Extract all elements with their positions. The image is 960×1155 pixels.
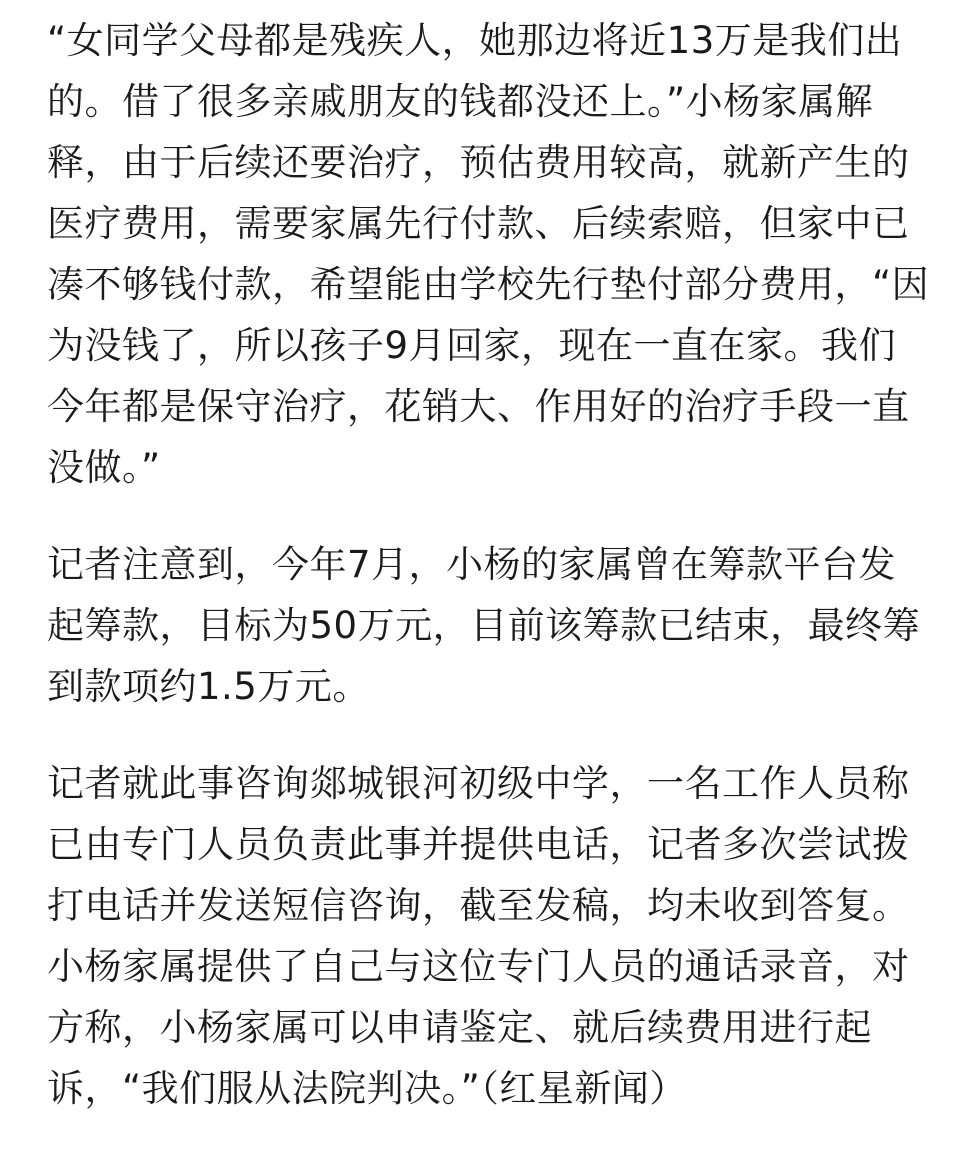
text-line: 今年都是保守治疗，花销大、作用好的治疗手段一直 [47, 385, 910, 428]
text-line: 医疗费用，需要家属先行付款、后续索赔，但家中已 [47, 202, 910, 245]
text-line: “女同学父母都是残疾人，她那边将近13万是我们出 [47, 19, 903, 62]
text-line: 诉，“我们服从法院判决。”（红星新闻） [47, 1067, 687, 1110]
text-line: 打电话并发送短信咨询，截至发稿，均未收到答复。 [47, 884, 910, 927]
text-line: 没做。” [47, 446, 161, 489]
text-line: 已由专门人员负责此事并提供电话，记者多次尝试拨 [47, 823, 910, 866]
text-line: 为没钱了，所以孩子9月回家，现在一直在家。我们 [47, 324, 897, 367]
text-line: 记者就此事咨询郯城银河初级中学，一名工作人员称 [47, 762, 910, 805]
text-line: 释，由于后续还要治疗，预估费用较高，就新产生的 [47, 141, 910, 184]
text-line: 方称，小杨家属可以申请鉴定、就后续费用进行起 [47, 1006, 872, 1049]
text-line: 到款项约1.5万元。 [47, 665, 370, 708]
text-line: 的。借了很多亲戚朋友的钱都没还上。”小杨家属解 [47, 80, 874, 123]
text-line: 凑不够钱付款，希望能由学校先行垫付部分费用，“因 [47, 263, 930, 306]
paragraph-2 [47, 534, 927, 717]
text-line: 起筹款，目标为50万元，目前该筹款已结束，最终筹 [47, 604, 921, 647]
paragraph-1 [47, 10, 930, 498]
text-line: 记者注意到，今年7月，小杨的家属曾在筹款平台发 [47, 543, 897, 586]
text-line: 小杨家属提供了自己与这位专门人员的通话录音，对 [47, 945, 910, 988]
article-body [47, 10, 930, 1155]
paragraph-3 [47, 753, 927, 1119]
